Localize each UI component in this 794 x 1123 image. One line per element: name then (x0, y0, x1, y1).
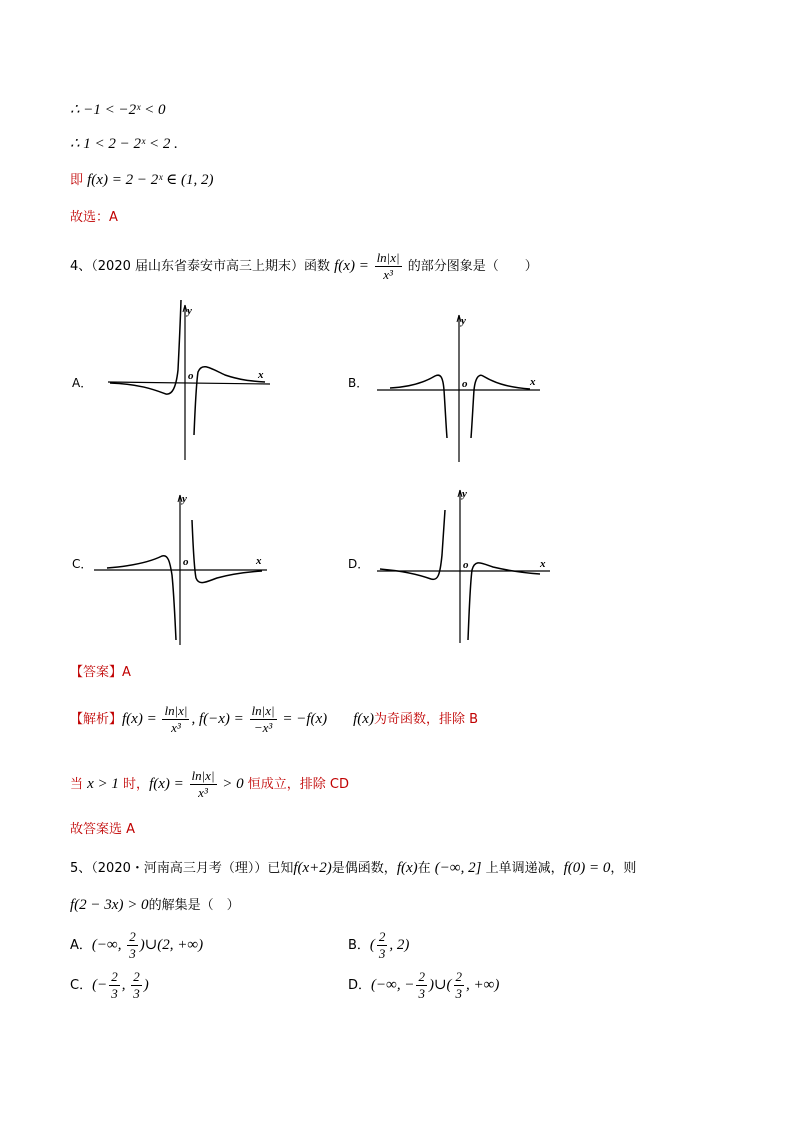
graph-a-curve-left (110, 300, 181, 394)
q5-opt-c-pre: (− (92, 977, 108, 993)
q5-t3: 上单调递减， (481, 861, 564, 876)
graph-option-d (375, 485, 555, 645)
q5-opt-b-tail: , 2) (389, 937, 410, 953)
graph-a-origin-label: o (188, 370, 194, 382)
graph-a-curve-right (194, 367, 265, 435)
analysis-fraction-2 (250, 703, 277, 736)
q5-prefix: 5、（2020・河南高三月考（理））已知 (70, 861, 294, 876)
q5-opt-a-tail: )∪(2, +∞) (139, 937, 204, 953)
q5-opt-d-frac2-num: 2 (455, 968, 463, 984)
graph-b-origin-label: o (462, 378, 468, 390)
graph-d-x-label: x (540, 558, 546, 570)
graph-a-x-label: x (258, 369, 264, 381)
q5-opt-b-frac-den: 3 (378, 945, 386, 961)
analysis2-rhs: > 0 (218, 776, 244, 792)
analysis2-tail: 恒成立，排除 CD (243, 777, 350, 792)
q5-m3: (−∞, 2] (434, 860, 482, 876)
q5-m2: f(x) (396, 860, 418, 876)
q5-opt-b-pre: ( (369, 937, 375, 953)
analysis-frac2-num: ln|x| (251, 702, 275, 718)
q5-opt-d-mid: )∪( (428, 977, 452, 993)
q5-opt-d-tail: , +∞) (466, 977, 500, 993)
q5-opt-c-frac (109, 969, 120, 1002)
question-5-stem-1 (70, 858, 636, 879)
graph-b-y-label: y (461, 315, 466, 327)
q5-opt-c-frac-den: 3 (111, 985, 118, 1001)
q5-stem2-text: 的解集是（ ） (148, 898, 240, 913)
graph-option-b (375, 310, 550, 465)
q5-option-c (70, 968, 149, 1003)
graph-b-curve-right (471, 375, 530, 438)
q4-f-lhs: f(x) = (334, 258, 373, 274)
analysis-frac2-den: −x³ (253, 719, 273, 735)
q5-option-b (348, 928, 409, 963)
q5-opt-c-frac-2 (131, 969, 142, 1002)
q5-opt-a-frac (127, 929, 138, 962)
q4-frac-den: x³ (383, 266, 393, 282)
q5-opt-c-label: C． (70, 978, 93, 993)
q5-opt-d-frac-2 (454, 969, 465, 1002)
analysis-line-1 (70, 700, 478, 739)
q5-opt-c-mid: , (121, 977, 130, 993)
graph-c-x-label: x (256, 555, 262, 567)
q5-option-a (70, 928, 203, 963)
q4-frac-num: ln|x| (376, 249, 400, 265)
answer-label: 【答案】A (70, 665, 131, 680)
graph-b-x-label: x (530, 376, 536, 388)
q5-t1: 是偶函数， (331, 861, 397, 876)
analysis2-lhs: f(x) = (149, 776, 188, 792)
option-b-label: B． (348, 376, 369, 390)
analysis-rhs: = −f(x) (278, 711, 328, 727)
analysis2-frac-num: ln|x| (191, 767, 215, 783)
graph-a-y-label: y (187, 305, 192, 317)
graph-a-x-axis (108, 382, 270, 384)
option-a-label: A． (72, 376, 93, 390)
graph-d-y-label: y (462, 488, 467, 500)
final-answer: 故答案选 A (70, 822, 136, 837)
q5-m4: f(0) = 0 (563, 860, 611, 876)
step-line-3 (70, 170, 214, 191)
q5-option-d (348, 968, 499, 1003)
analysis2-cond: x > 1 (87, 776, 119, 792)
analysis2-fraction (190, 768, 217, 801)
q5-opt-c-frac2-den: 3 (133, 985, 140, 1001)
q5-t4: ，则 (610, 861, 637, 876)
graph-c-origin-label: o (183, 556, 189, 568)
q5-opt-a-frac-num: 2 (129, 928, 136, 944)
analysis-f-lhs: f(x) = (122, 711, 161, 727)
analysis2-when: 时， (118, 777, 150, 792)
q5-opt-b-frac-num: 2 (378, 928, 386, 944)
graph-c-y-label: y (182, 493, 187, 505)
graph-option-c (92, 490, 277, 650)
graph-c-curve-right (192, 520, 262, 583)
q5-stem2-math: f(2 − 3x) > 0 (70, 897, 149, 913)
q5-opt-c-frac-num: 2 (111, 968, 118, 984)
q5-opt-d-pre: (−∞, − (371, 977, 415, 993)
analysis-fraction-1 (162, 703, 189, 736)
analysis-tail-math: f(x) (353, 711, 374, 727)
step-line-3-math: f(x) = 2 − 2ˣ ∈ (1, 2) (87, 172, 214, 188)
q5-opt-d-frac2-den: 3 (455, 985, 463, 1001)
q5-t2: 在 (417, 861, 435, 876)
q5-opt-a-label: A． (70, 938, 92, 953)
q5-opt-b-label: B． (348, 938, 370, 953)
graph-d-curve-left (380, 510, 445, 579)
q5-opt-b-frac (377, 929, 388, 962)
q5-opt-a-pre: (−∞, (91, 937, 126, 953)
analysis2-prefix: 当 (70, 777, 88, 792)
q5-opt-c-tail: ) (143, 977, 149, 993)
analysis-line-2 (70, 765, 349, 804)
graph-c-curve-left (107, 556, 176, 640)
analysis-frac1-den: x³ (171, 719, 181, 735)
analysis-frac1-num: ln|x| (164, 702, 188, 718)
q4-stem-suffix: 的部分图象是（ ） (403, 259, 538, 274)
analysis-tail: 为奇函数，排除 B (373, 712, 479, 727)
question-4-stem (70, 248, 538, 285)
choice-line: 故选：A (70, 210, 118, 225)
q5-opt-d-frac-den: 3 (418, 985, 425, 1001)
option-c-label: C． (72, 557, 93, 571)
graph-b-curve-left (390, 375, 447, 438)
graph-d-origin-label: o (463, 559, 469, 571)
graph-d-curve-right (468, 563, 540, 640)
q5-opt-a-frac-den: 3 (129, 945, 136, 961)
q5-opt-c-frac2-num: 2 (133, 968, 140, 984)
step-line-2: ∴ 1 < 2 − 2ˣ < 2 . (70, 136, 178, 152)
q5-m1: f(x+2) (293, 860, 332, 876)
analysis2-frac-den: x³ (198, 784, 208, 800)
step-line-1: ∴ −1 < −2ˣ < 0 (70, 102, 166, 118)
analysis-label: 【解析】 (70, 712, 123, 727)
q4-fraction (375, 250, 402, 283)
q5-opt-d-frac (416, 969, 427, 1002)
q5-opt-d-label: D． (348, 978, 372, 993)
option-d-label: D． (348, 557, 370, 571)
graph-option-a (100, 300, 280, 465)
step-line-3-prefix: 即 (70, 173, 88, 188)
analysis-mid: , f(−x) = (191, 711, 248, 727)
q4-stem-prefix: 4、（2020 届山东省泰安市高三上期末）函数 (70, 259, 335, 274)
question-5-stem-2 (70, 895, 240, 916)
q5-opt-d-frac-num: 2 (418, 968, 425, 984)
